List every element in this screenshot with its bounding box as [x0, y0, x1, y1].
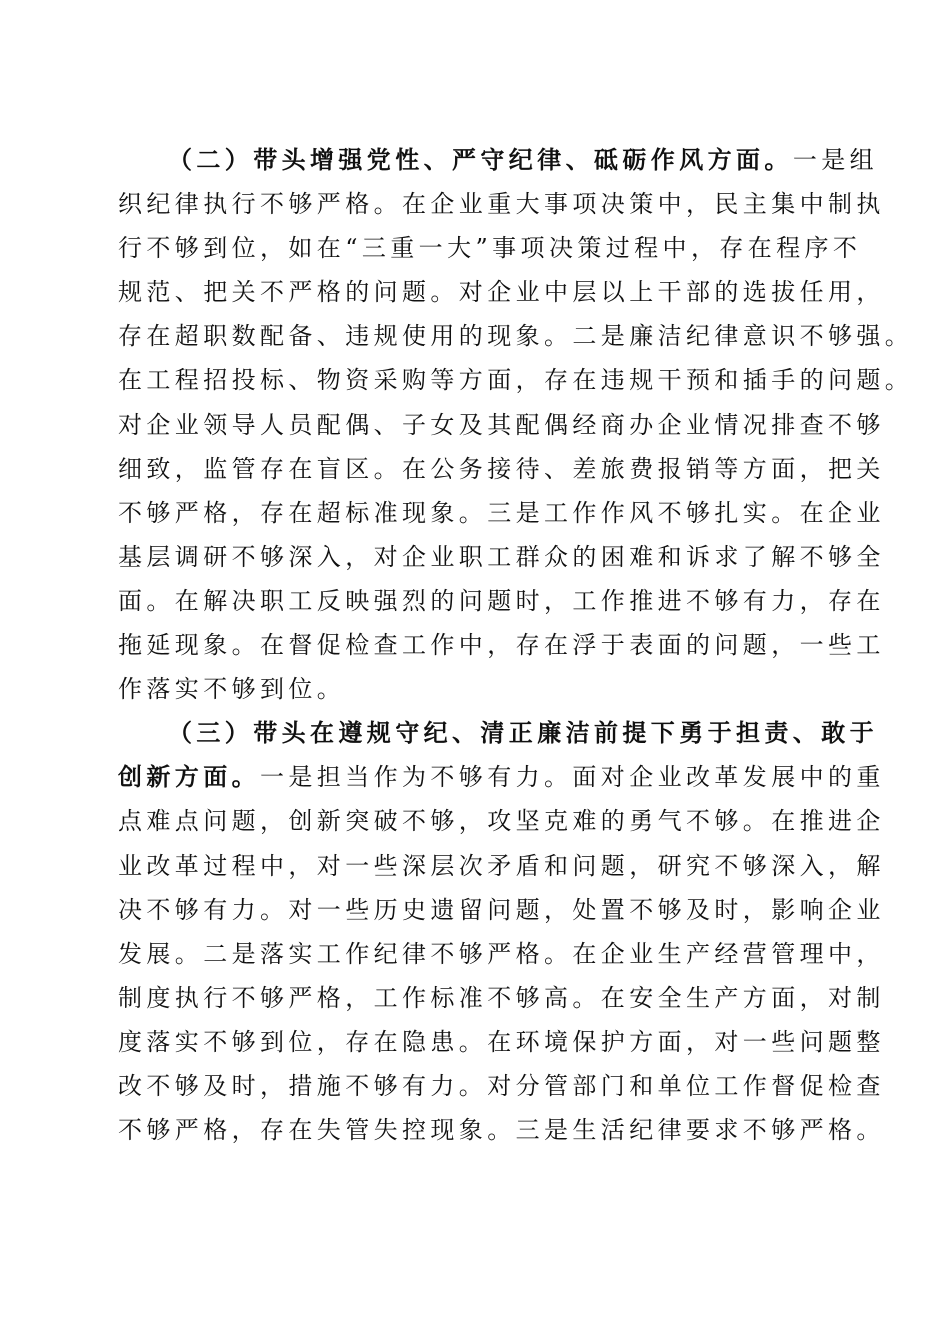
text-line: 业改革过程中，对一些深层次矛盾和问题，研究不够深入，解 — [118, 851, 885, 880]
text-line: 制度执行不够严格，工作标准不够高。在安全生产方面，对制 — [118, 983, 885, 1012]
section-3-line-2 — [118, 755, 885, 799]
text-line: 在工程招投标、物资采购等方面，存在违规干预和插手的问题。 — [118, 366, 914, 395]
section-3-heading-line-2: 创新方面。 — [118, 762, 260, 792]
text-line: 基层调研不够深入，对企业职工群众的困难和诉求了解不够全 — [118, 542, 885, 571]
text-line: 度落实不够到位，存在隐患。在环境保护方面，对一些问题整 — [118, 1027, 885, 1056]
text-line: 规范、把关不严格的问题。对企业中层以上干部的选拔任用， — [118, 278, 885, 307]
section-2-paragraph — [118, 138, 914, 711]
section-2-heading: （二）带头增强党性、严守纪律、砥砺作风方面。 — [168, 145, 793, 174]
section-3-text: 一是担当作为不够有力。面对企业改革发展中的重 — [260, 763, 885, 792]
document-body — [118, 138, 914, 1152]
section-3-paragraph — [118, 711, 885, 1152]
text-line: 作落实不够到位。 — [118, 675, 346, 704]
text-line: 不够严格，存在超标准现象。三是工作作风不够扎实。在企业 — [118, 498, 885, 527]
section-2-text: 一是组 — [792, 146, 879, 174]
text-line: 行不够到位，如在“三重一大”事项决策过程中，存在程序不 — [118, 234, 862, 263]
text-line: 点难点问题，创新突破不够，攻坚克难的勇气不够。在推进企 — [118, 807, 885, 836]
text-line: 拖延现象。在督促检查工作中，存在浮于表面的问题，一些工 — [118, 631, 885, 660]
text-line: 细致，监管存在盲区。在公务接待、差旅费报销等方面，把关 — [118, 454, 885, 483]
text-line: 织纪律执行不够严格。在企业重大事项决策中，民主集中制执 — [118, 190, 885, 219]
text-line: 发展。二是落实工作纪律不够严格。在企业生产经营管理中， — [118, 939, 885, 968]
section-3-heading-line-1: （三）带头在遵规守纪、清正廉洁前提下勇于担责、敢于 — [168, 718, 878, 748]
text-line: 存在超职数配备、违规使用的现象。二是廉洁纪律意识不够强。 — [118, 322, 914, 351]
text-line: 决不够有力。对一些历史遗留问题，处置不够及时，影响企业 — [118, 895, 885, 924]
text-line: 对企业领导人员配偶、子女及其配偶经商办企业情况排查不够 — [118, 410, 885, 439]
text-line: 面。在解决职工反映强烈的问题时，工作推进不够有力，存在 — [118, 586, 885, 615]
text-line: 不够严格，存在失管失控现象。三是生活纪律要求不够严格。 — [118, 1116, 885, 1145]
text-line: 改不够及时，措施不够有力。对分管部门和单位工作督促检查 — [118, 1071, 885, 1100]
section-2-line-1 — [118, 138, 879, 182]
